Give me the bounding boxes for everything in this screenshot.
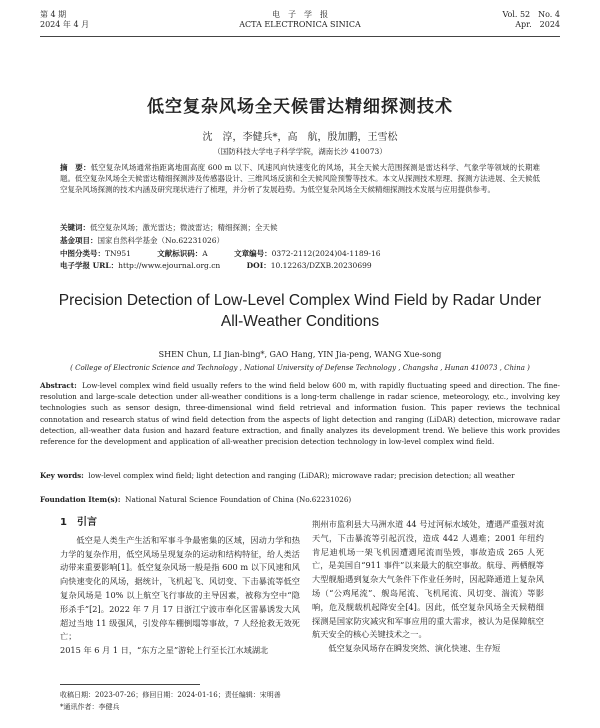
article-no-field: 文章编号：0372-2112(2024)04-1189-16 bbox=[234, 249, 381, 258]
clc-field: 中图分类号：TN951 bbox=[60, 249, 131, 258]
abstract-en-text: Low-level complex wind field usually refers to the wind field below 600 m, with rapidly fluctuating speed and direction. The fine-resolution and large-scale detection under all-weather conditions is a long-term challenge in radar science, meteorology, etc., involving key technologies such as sensor design, three-dimensional wind field retrieval and information fusion. This paper reviews the technical connotation and research status of wind field detection from the aspects of light detection and ranging (LiDAR) detection, microwave radar detection, all-weather data fusion and hazard feature extraction, and finally analyzes its development trend. We believe this work provides reference for the development and application of all-weather precision detection technology in low-level complex wind field. bbox=[40, 381, 560, 447]
body-column-left bbox=[60, 516, 300, 658]
volume-info: Vol. 52 No. 4 Apr. 2024 bbox=[502, 10, 560, 29]
journal-url-link[interactable]: http://www.ejournal.org.cn bbox=[118, 261, 221, 270]
keywords-cn bbox=[60, 222, 540, 233]
abstract-cn bbox=[60, 162, 540, 195]
fund-en bbox=[40, 494, 560, 505]
authors-cn: 沈 淳，李健兵*，高 航，殷加鹏，王雪松 bbox=[202, 132, 398, 143]
running-header bbox=[40, 10, 560, 36]
abstract-en-label: Abstract: bbox=[40, 381, 77, 390]
paper-title-en: Precision Detection of Low-Level Complex Wind Field by Radar Under All-Weather Conditions bbox=[58, 292, 542, 330]
fund-en-text: National Natural Science Foundation of China (No.62231026) bbox=[125, 495, 352, 504]
fund-cn-label: 基金项目： bbox=[60, 236, 98, 245]
body-paragraph: 荆州市监利县大马洲水道 44 号过河标水域处，遭遇严重强对流天气，下击暴流等引起沉没，造成 442 人遇难；2001 年纽约肯尼迪机场一架飞机因遭遇尾流而坠毁，事故造成 265 人死亡，是美国自“911 事件”以来最大的航空事故。航母、两栖舰等大型舰船遇到复杂大气条件下作业任务时，因起降通道上复杂风场（“公鸡尾流”、舰岛尾流、飞机尾流、风切变、湍流）等影响，危及舰载机起降安全[4]。因此，低空复杂风场全天候精细探测是国家防灾减灾和军事应用的重大需求，被认为是保障航空航天安全的核心关键技术之一。 bbox=[312, 519, 544, 640]
header-rule bbox=[40, 36, 560, 37]
issue-info: 第 4 期 2024 年 4 月 bbox=[40, 10, 90, 29]
footnote-corresponding: *通讯作者：李健兵 bbox=[60, 703, 120, 711]
meta-row-2 bbox=[60, 260, 396, 271]
abstract-cn-text: 低空复杂风场通常指距离地面高度 600 m 以下、风速风向快速变化的风场，其全天候大范围探测是雷达科学、气象学等领域的长期难题。低空复杂风场全天候雷达精细探测涉及传感器设计、三维风场反演和全天候风险预警等技术。本文从探测技术原理、探测方法进展、全天候低空复杂风场探测的技术内涵及研究现状进行了梳理，并分析了发展趋势。为低空复杂风场全天候精细探测技术发展与应用提供参考。 bbox=[60, 163, 541, 194]
fund-cn bbox=[60, 235, 540, 246]
affiliation-en: ( College of Electronic Science and Technology , National University of Defense Technology , Changsha , Hunan 410073 , China ) bbox=[70, 364, 530, 372]
authors-en: SHEN Chun, LI Jian-bing*, GAO Hang, YIN Jia-peng, WANG Xue-song bbox=[158, 350, 442, 359]
keywords-en-text: low-level complex wind field; light detection and ranging (LiDAR); microwave radar; precision detection; all weather bbox=[88, 471, 515, 480]
paper-title-cn: 低空复杂风场全天候雷达精细探测技术 bbox=[147, 97, 453, 117]
keywords-cn-label: 关键词： bbox=[60, 223, 90, 232]
body-paragraph: 低空复杂风场存在瞬发突然、演化快速、生存短 bbox=[328, 643, 501, 654]
section-heading: 1 引言 bbox=[60, 517, 97, 528]
url-field: 电子学报 URL：http://www.ejournal.org.cn bbox=[60, 261, 221, 270]
meta-row-1 bbox=[60, 248, 404, 259]
journal-name: 电 子 学 报 ACTA ELECTRONICA SINICA bbox=[239, 10, 361, 29]
footnote-rule bbox=[60, 684, 200, 685]
body-paragraph: 2015 年 6 月 1 日，“东方之星”游轮上行至长江水域湖北 bbox=[60, 645, 269, 656]
abstract-cn-label: 摘 要： bbox=[60, 163, 91, 172]
affiliation-cn: （国防科技大学电子科学学院，湖南长沙 410073） bbox=[213, 147, 387, 156]
keywords-cn-text: 低空复杂风场；激光雷达；微波雷达；精细探测；全天候 bbox=[90, 223, 278, 232]
body-paragraph: 低空是人类生产生活和军事斗争最密集的区域，因动力学和热力学的复杂作用，低空风场呈现复杂的运动和结构特征，给人类活动带来重要影响[1]。低空复杂风场一般是指 600 m 以下风速和风向快速变化的风场，据统计，飞机起飞、风切变、下击暴流等低空复杂风场是 10% 以上航空飞行事故的主导因素，被称为空中“隐形杀手”[2]。2022 年 7 月 17 日浙江宁波市奉化区雷暴诱发大风超过当地 11 级强风，引发停车棚倒塌等事故，7 人经抢救无效死亡； bbox=[60, 534, 300, 642]
fund-en-label: Foundation Item(s): bbox=[40, 495, 121, 504]
keywords-en-label: Key words: bbox=[40, 471, 84, 480]
abstract-en bbox=[40, 380, 560, 447]
doc-code-field: 文献标识码：A bbox=[157, 249, 208, 258]
doi-link[interactable]: 10.12263/DZXB.20230699 bbox=[270, 261, 372, 270]
footnote-received: 收稿日期：2023-07-26；修回日期：2024-01-16；责任编辑：宋明善 bbox=[60, 691, 281, 699]
fund-cn-text: 国家自然科学基金（No.62231026） bbox=[97, 236, 225, 245]
doi-field: DOI：10.12263/DZXB.20230699 bbox=[246, 261, 372, 270]
body-column-right bbox=[312, 518, 544, 656]
keywords-en bbox=[40, 470, 560, 481]
